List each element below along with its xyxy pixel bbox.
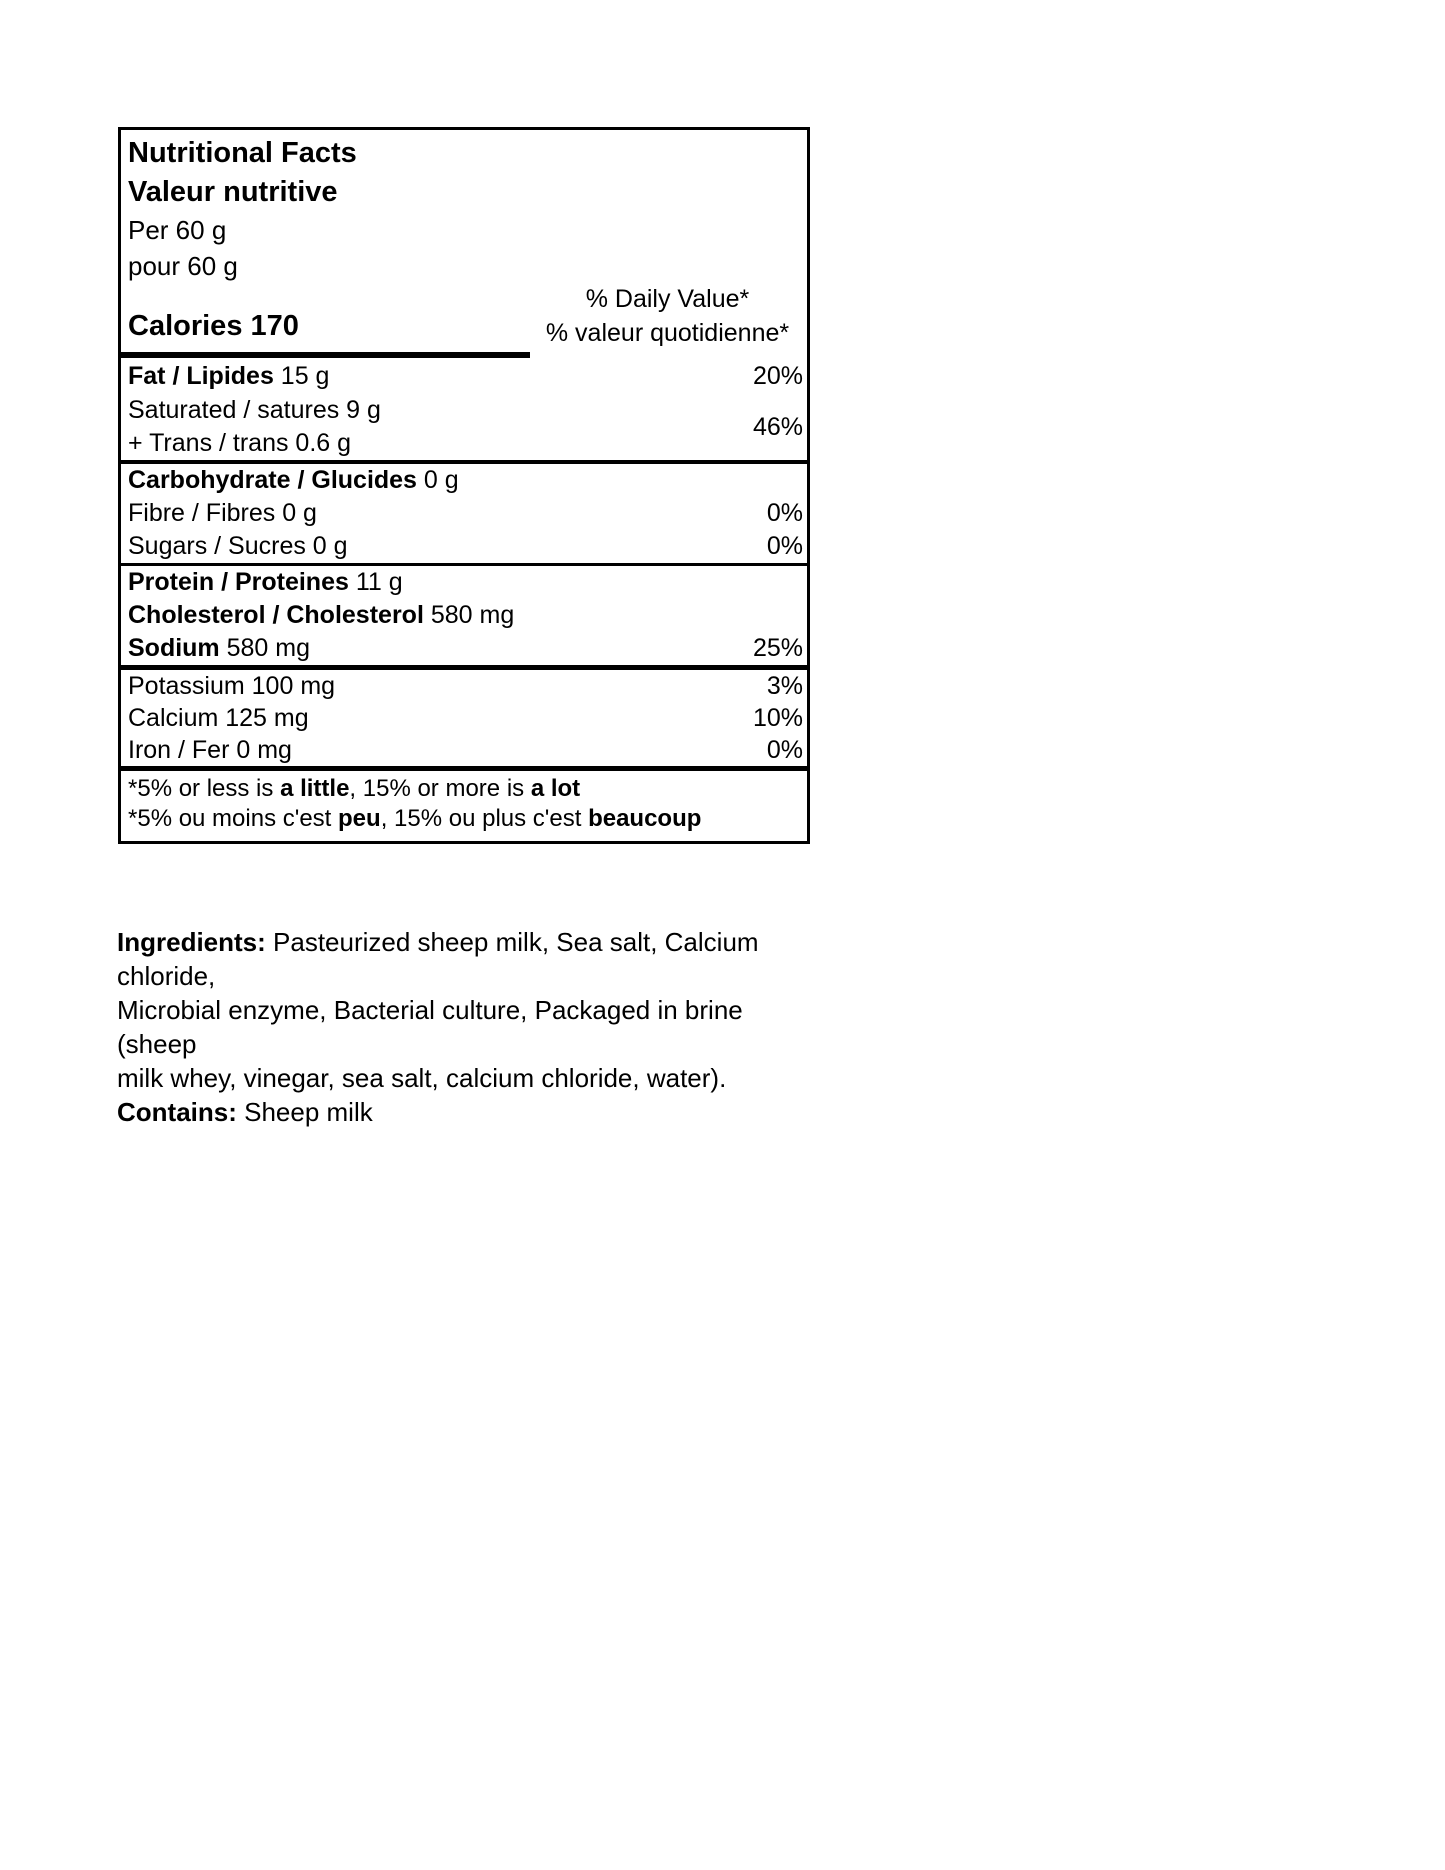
row-fibre xyxy=(121,497,807,530)
row-iron xyxy=(121,734,807,766)
row-protein-label xyxy=(128,566,403,599)
row-iron-label: Iron / Fer 0 mg xyxy=(128,736,292,764)
label-title-fr: Valeur nutritive xyxy=(128,176,338,208)
footnote-en-part1: *5% or less is xyxy=(128,775,281,802)
nutrition-facts-label xyxy=(118,127,810,844)
ingredients-label: Ingredients: xyxy=(117,927,266,957)
row-carbohydrate-label-rest: 0 g xyxy=(416,466,459,494)
row-saturated-label: Saturated / satures 9 g xyxy=(128,396,381,424)
row-cholesterol-label-bold: Cholesterol / Cholesterol xyxy=(128,601,424,629)
ingredients-line-2: Microbial enzyme, Bacterial culture, Packaged in brine (sheep xyxy=(117,995,743,1059)
footnote-fr-part2: peu xyxy=(338,805,381,832)
row-saturated-percent: 46% xyxy=(752,412,803,441)
row-fibre-percent: 0% xyxy=(766,499,803,527)
ingredients-line-3: milk whey, vinegar, sea salt, calcium chloride, water). xyxy=(117,1063,727,1093)
footnote-fr-part4: beaucoup xyxy=(588,805,702,832)
row-carbohydrate-label-bold: Carbohydrate / Glucides xyxy=(128,466,417,494)
row-protein xyxy=(121,566,807,599)
row-fat-label-rest: 15 g xyxy=(273,362,330,390)
row-sugars xyxy=(121,530,807,563)
row-protein-label-bold: Protein / Proteines xyxy=(128,568,349,596)
row-sodium-label-rest: 580 mg xyxy=(219,634,311,662)
row-trans-label: + Trans / trans 0.6 g xyxy=(128,429,352,457)
row-carbohydrate-label xyxy=(128,464,459,497)
daily-value-header-fr: % valeur quotidienne* xyxy=(545,319,790,347)
row-cholesterol-label-rest: 580 mg xyxy=(423,601,515,629)
footnote-en-part4: a lot xyxy=(530,775,581,802)
row-fat-percent: 20% xyxy=(752,362,803,390)
row-carbohydrate xyxy=(121,464,807,497)
row-cholesterol xyxy=(121,599,807,632)
footnote-fr-part3: , 15% ou plus c'est xyxy=(380,805,589,832)
calories-line: Calories 170 xyxy=(128,310,299,342)
fat-section xyxy=(121,358,807,460)
footnote-fr xyxy=(128,804,803,834)
carbohydrate-section xyxy=(121,460,807,563)
row-sodium-percent: 25% xyxy=(752,634,803,662)
row-fibre-label: Fibre / Fibres 0 g xyxy=(128,499,317,527)
row-calcium xyxy=(121,702,807,734)
contains-line xyxy=(117,1095,817,1129)
row-calcium-label: Calcium 125 mg xyxy=(128,704,309,732)
label-title-en: Nutritional Facts xyxy=(128,137,357,169)
row-cholesterol-label xyxy=(128,599,514,632)
row-potassium-percent: 3% xyxy=(766,672,803,700)
row-sodium-label xyxy=(128,632,310,665)
row-sodium-label-bold: Sodium xyxy=(128,634,220,662)
footnote-en xyxy=(128,774,803,804)
row-potassium-label: Potassium 100 mg xyxy=(128,672,336,700)
serving-size-en: Per 60 g xyxy=(128,215,227,245)
nutrition-facts-inner xyxy=(121,130,807,841)
minerals-section xyxy=(121,665,807,766)
row-fat xyxy=(121,358,807,394)
row-fat-label xyxy=(128,358,329,394)
row-iron-percent: 0% xyxy=(766,736,803,764)
footnote-en-part2: a little xyxy=(280,775,350,802)
row-saturated-trans-labels xyxy=(128,394,381,460)
serving-size-fr: pour 60 g xyxy=(128,251,238,281)
row-calcium-percent: 10% xyxy=(752,704,803,732)
row-protein-label-rest: 11 g xyxy=(348,568,403,596)
footnote-en-part3: , 15% or more is xyxy=(349,775,531,802)
row-sugars-label: Sugars / Sucres 0 g xyxy=(128,532,348,560)
row-fat-label-bold: Fat / Lipides xyxy=(128,362,274,390)
row-potassium xyxy=(121,670,807,702)
footnote-fr-part1: *5% ou moins c'est xyxy=(128,805,339,832)
row-sodium xyxy=(121,632,807,665)
contains-label: Contains: xyxy=(117,1097,237,1127)
row-sugars-percent: 0% xyxy=(766,532,803,560)
ingredients-line-1 xyxy=(117,925,817,993)
ingredients-line-1-text: Pasteurized sheep milk, Sea salt, Calcium chloride, xyxy=(117,927,759,991)
ingredients-paragraph xyxy=(117,925,817,1129)
footnote-section xyxy=(121,766,807,834)
row-saturated-trans xyxy=(121,394,807,460)
protein-section xyxy=(121,563,807,665)
contains-text: Sheep milk xyxy=(236,1097,373,1127)
daily-value-header xyxy=(530,282,805,350)
daily-value-header-en: % Daily Value* xyxy=(585,285,750,313)
